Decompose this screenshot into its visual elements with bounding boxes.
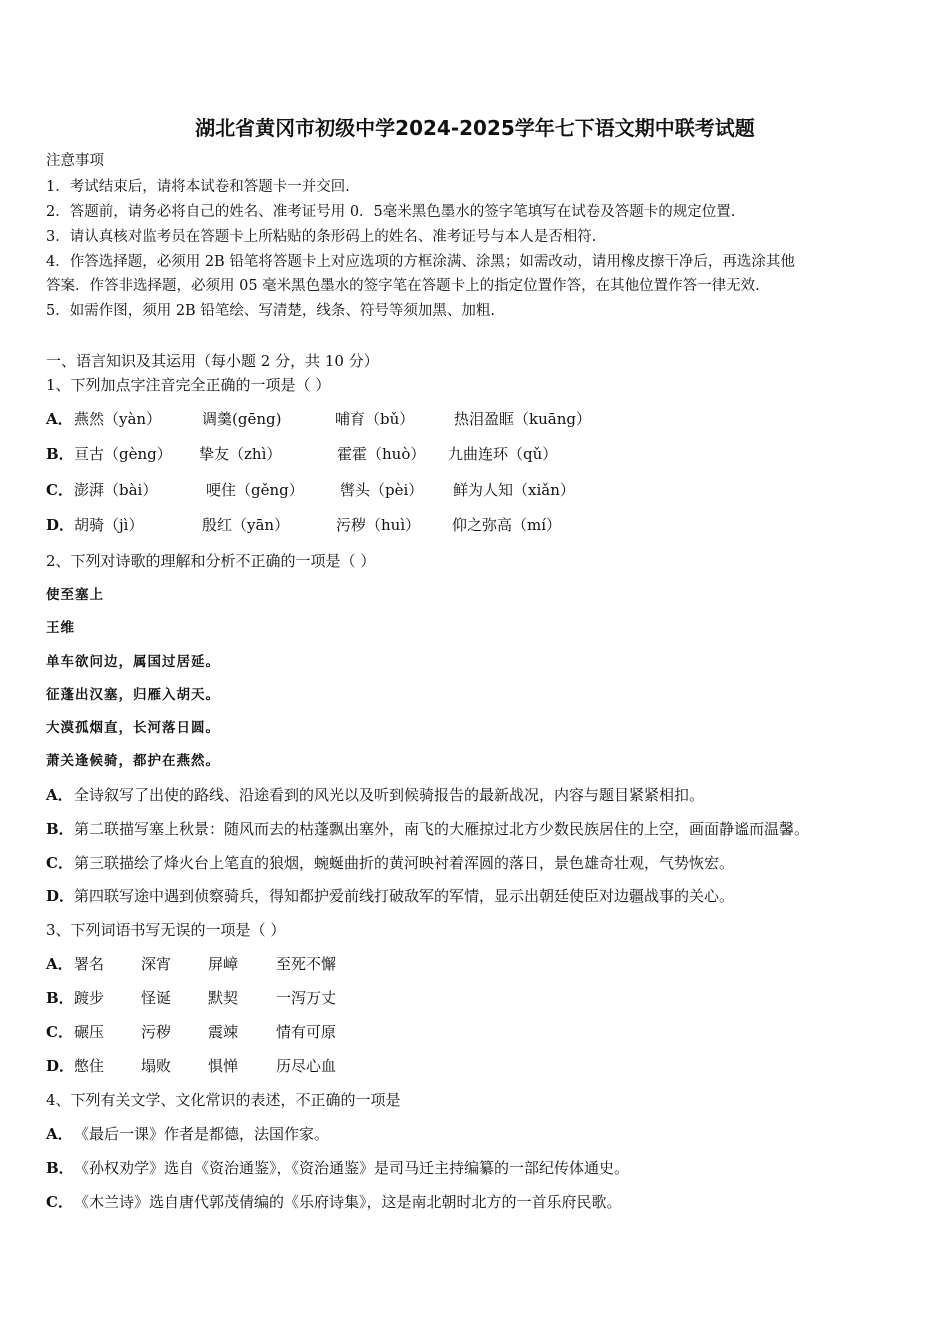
option-letter: A． (46, 786, 73, 804)
option-item: 澎湃（bài） (74, 481, 158, 499)
option-letter: C． (46, 481, 73, 499)
option-text: 《孙权劝学》选自《资治通鉴》，《资治通鉴》是司马迁主持编纂的一部纪传体通史。 (74, 1159, 630, 1177)
note-item: 4．作答选择题，必须用 2B 铅笔将答题卡上对应选项的方框涂满、涂黑；如需改动，请用橡皮擦干净后，再选涂其他 (46, 254, 795, 270)
notes-heading: 注意事项 (46, 153, 104, 169)
option-letter: D． (46, 887, 75, 905)
section-heading: 一、语言知识及其运用（每小题 2 分，共 10 分） (46, 352, 379, 370)
option-item: 历尽心血 (276, 1057, 337, 1075)
option-item: 鲜为人知（xiǎn） (453, 481, 575, 499)
option-item: 热泪盈眶（kuāng） (454, 410, 591, 428)
option-text: 全诗叙写了出使的路线、沿途看到的风光以及听到候骑报告的最新战况，内容与题目紧紧相扣。 (74, 786, 705, 804)
page-title: 湖北省黄冈市初级中学2024-2025学年七下语文期中联考试题 (195, 116, 755, 140)
option-item: 震竦 (208, 1023, 239, 1041)
poem-line: 大漠孤烟直，长河落日圆。 (46, 720, 220, 736)
option-item: 殷红（yān） (202, 516, 290, 534)
poem-author: 王维 (46, 620, 75, 636)
note-item: 3．请认真核对监考员在答题卡上所粘贴的条形码上的姓名、准考证号与本人是否相符. (46, 229, 597, 245)
option-item: 哺育（bǔ） (335, 410, 415, 428)
option-letter: A． (46, 1125, 73, 1143)
option-text: 《木兰诗》选自唐代郭茂倩编的《乐府诗集》，这是南北朝时北方的一首乐府民歌。 (74, 1193, 622, 1211)
option-letter: B． (46, 820, 74, 838)
poem-line: 单车欲问边，属国过居延。 (46, 654, 220, 670)
option-letter: C． (46, 1023, 73, 1041)
option-item: 踱步 (74, 989, 105, 1007)
option-item: 怪诞 (141, 989, 172, 1007)
option-item: 至死不懈 (276, 955, 337, 973)
question-stem: 3、下列词语书写无误的一项是（ ） (46, 921, 286, 939)
option-item: 碾压 (74, 1023, 105, 1041)
option-item: 胡骑（jì） (74, 516, 144, 534)
option-item: 挚友（zhì） (199, 445, 282, 463)
option-item: 霍霍（huò） (337, 445, 426, 463)
option-letter: D． (46, 1057, 75, 1075)
option-item: 仰之弥高（mí） (452, 516, 562, 534)
question-stem: 1、下列加点字注音完全正确的一项是（ ） (46, 376, 331, 394)
option-item: 污秽 (141, 1023, 172, 1041)
poem-line: 萧关逢候骑，都护在燕然。 (46, 753, 220, 769)
poem-line: 征蓬出汉塞，归雁入胡天。 (46, 687, 220, 703)
option-letter: B． (46, 1159, 74, 1177)
option-item: 情有可原 (276, 1023, 337, 1041)
option-letter: C． (46, 1193, 73, 1211)
option-text: 第二联描写塞上秋景：随风而去的枯蓬飘出塞外，南飞的大雁掠过北方少数民族居住的上空，画面静谧而温馨。 (74, 820, 810, 838)
poem-title: 使至塞上 (46, 587, 104, 603)
option-letter: B． (46, 445, 74, 463)
option-item: 哽住（gěng） (206, 481, 304, 499)
option-letter: A． (46, 955, 73, 973)
option-item: 憋住 (74, 1057, 105, 1075)
option-text: 第四联写途中遇到侦察骑兵，得知都护爱前线打破敌军的军情，显示出朝廷使臣对边疆战事的关心。 (74, 887, 735, 905)
option-item: 塌败 (141, 1057, 172, 1075)
note-item: 2．答题前，请务必将自己的姓名、准考证号用 0．5毫米黑色墨水的签字笔填写在试卷及答题卡的规定位置. (46, 204, 736, 220)
option-item: 辔头（pèi） (340, 481, 424, 499)
question-stem: 2、下列对诗歌的理解和分析不正确的一项是（ ） (46, 552, 376, 570)
option-item: 燕然（yàn） (74, 410, 162, 428)
question-stem: 4、下列有关文学、文化常识的表述，不正确的一项是 (46, 1091, 401, 1109)
option-item: 深宵 (141, 955, 172, 973)
option-letter: A． (46, 410, 73, 428)
option-item: 九曲连环（qǔ） (448, 445, 558, 463)
option-letter: D． (46, 516, 75, 534)
option-letter: B． (46, 989, 74, 1007)
option-item: 默契 (208, 989, 239, 1007)
option-text: 《最后一课》作者是都德，法国作家。 (74, 1125, 330, 1143)
option-text: 第三联描绘了烽火台上笔直的狼烟，蜿蜒曲折的黄河映衬着浑圆的落日，景色雄奇壮观，气势恢宏。 (74, 854, 735, 872)
option-item: 屏嶂 (208, 955, 239, 973)
note-item: 5．如需作图，须用 2B 铅笔绘、写清楚，线条、符号等须加黑、加粗. (46, 303, 495, 319)
option-item: 亘古（gèng） (74, 445, 172, 463)
option-item: 污秽（huì） (336, 516, 421, 534)
note-item: 答案．作答非选择题，必须用 05 毫米黑色墨水的签字笔在答题卡上的指定位置作答，在其他位置作答一律无效. (46, 278, 760, 294)
note-item: 1．考试结束后，请将本试卷和答题卡一并交回. (46, 179, 350, 195)
option-item: 署名 (74, 955, 105, 973)
option-letter: C． (46, 854, 73, 872)
option-item: 惧惮 (208, 1057, 239, 1075)
option-item: 调羹(gēng) (202, 410, 282, 428)
option-item: 一泻万丈 (276, 989, 337, 1007)
